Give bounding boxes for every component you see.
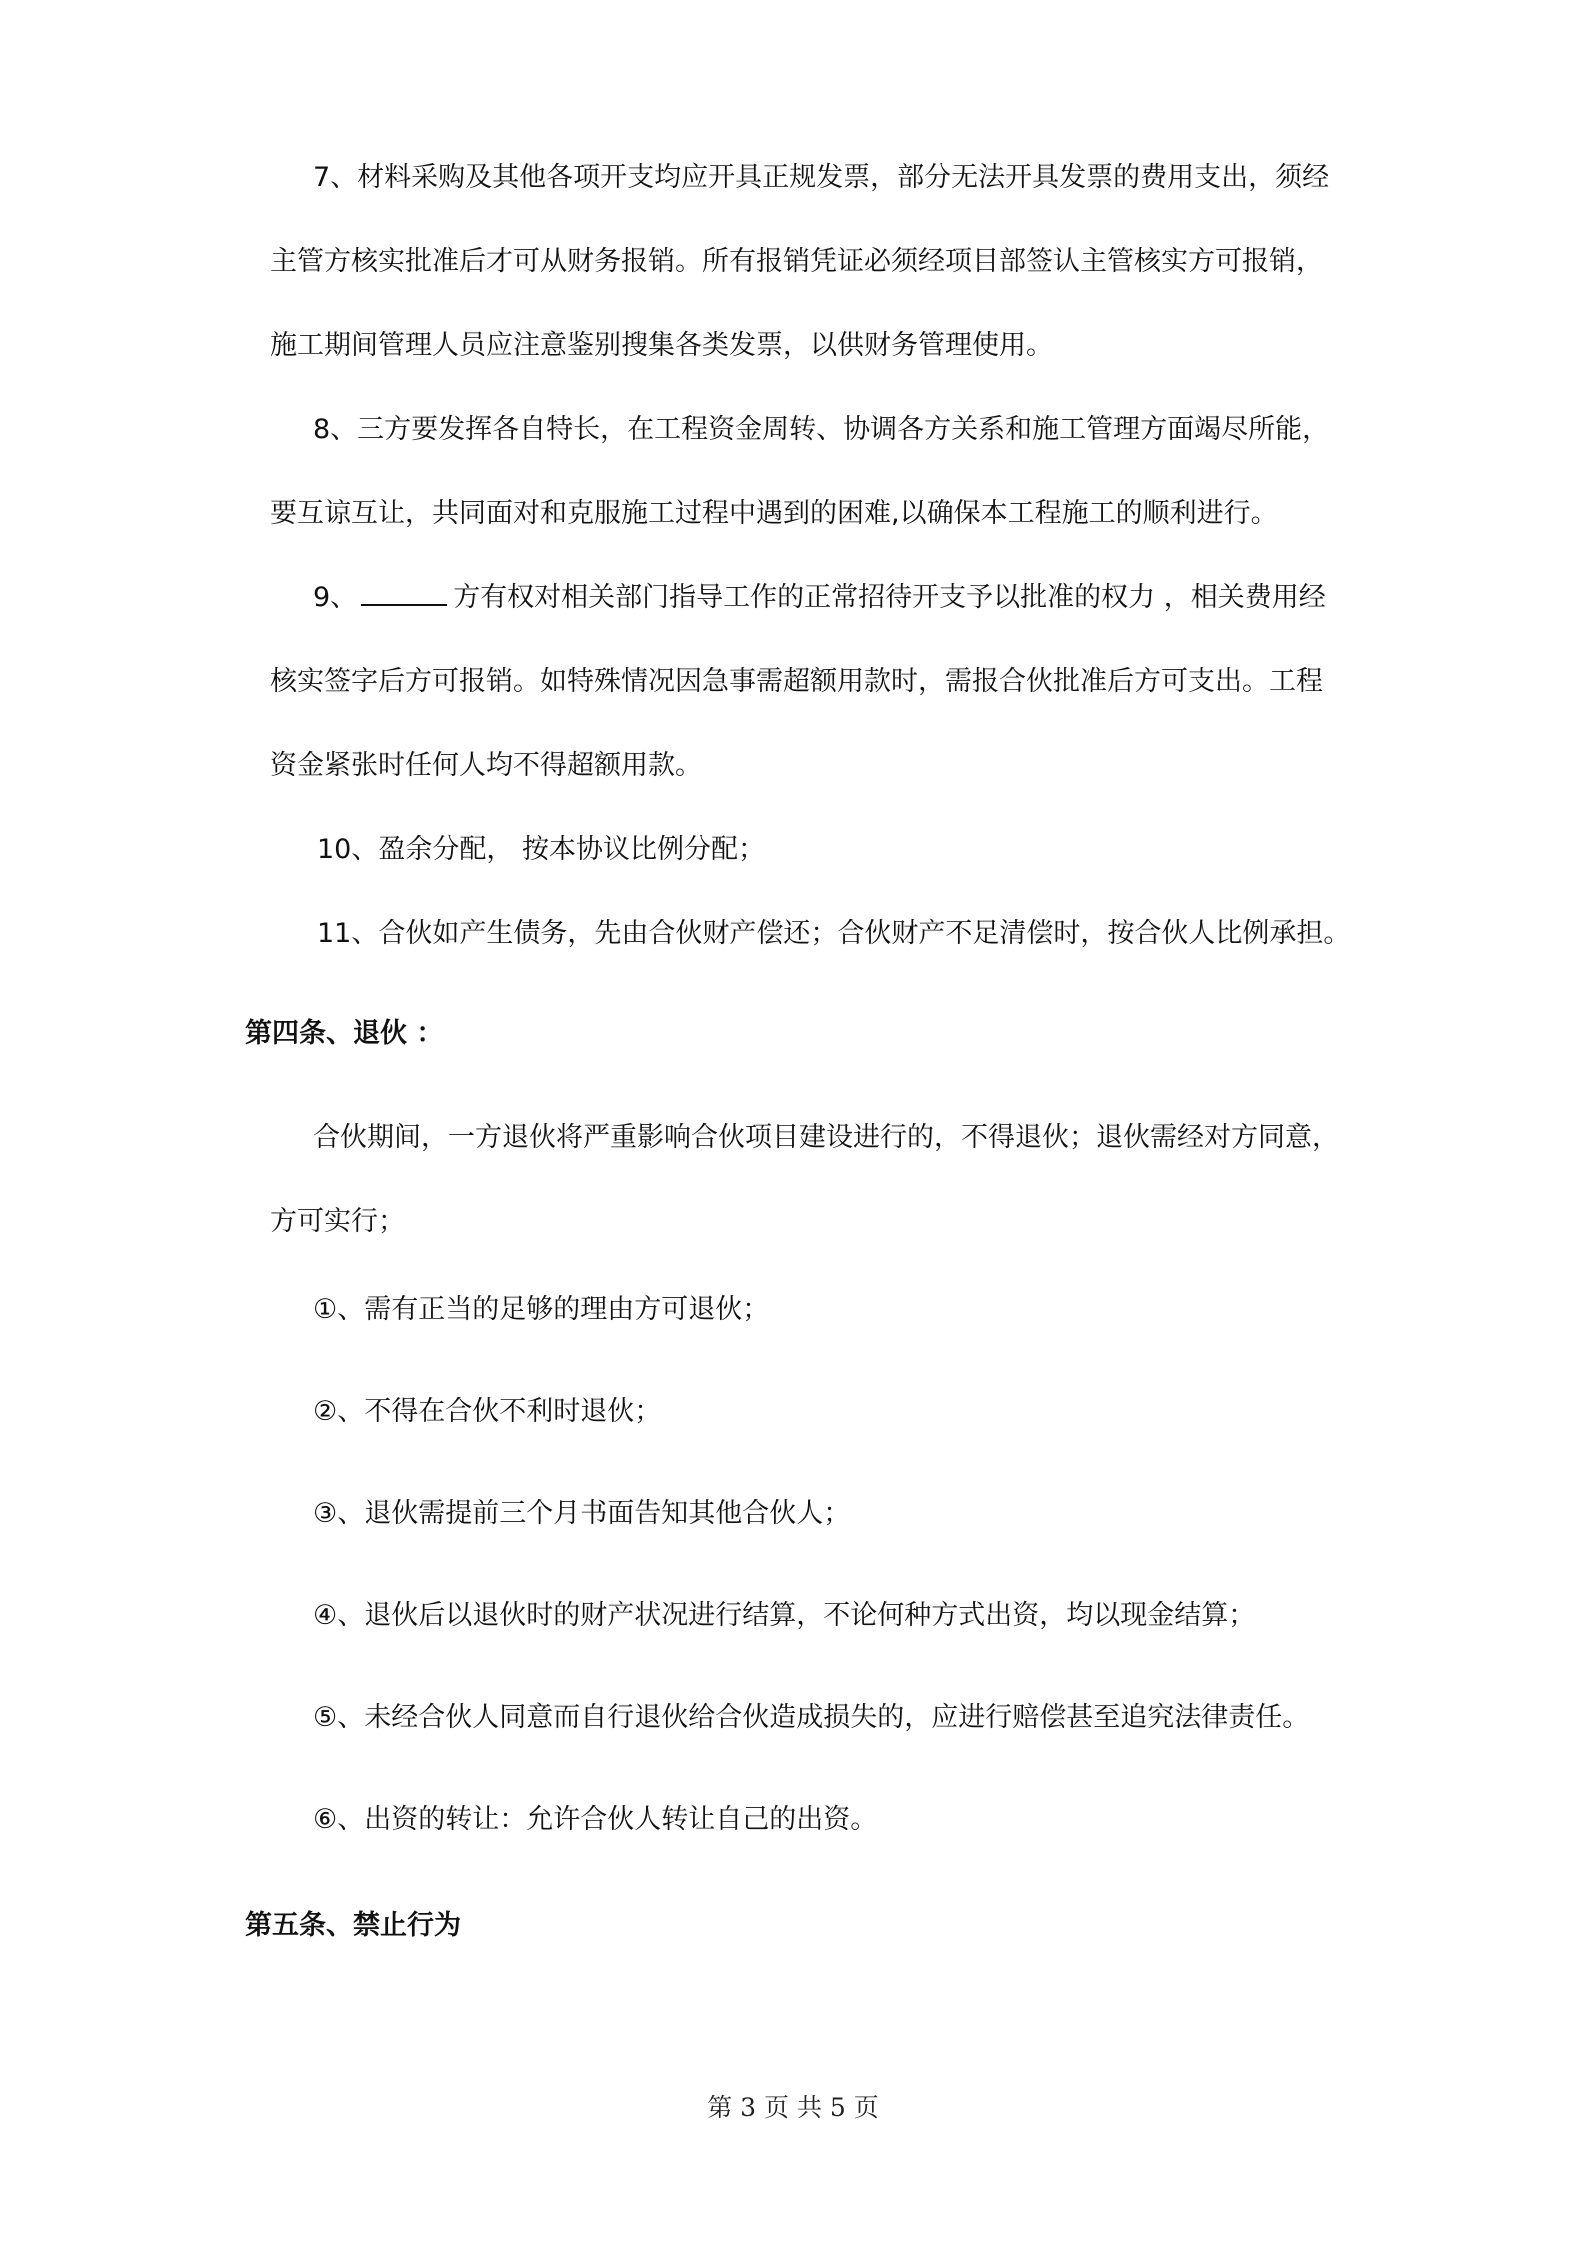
item-7-line-3: 施工期间管理人员应注意鉴别搜集各类发票，以供财务管理使用。	[270, 330, 1053, 361]
withdrawal-condition-5: ⑤、未经合伙人同意而自行退伙给合伙造成损失的，应进行赔偿甚至追究法律责任。	[313, 1702, 1310, 1733]
page-number-footer: 第 3 页 共 5 页	[707, 2093, 879, 2122]
article-4-heading: 第四条、退伙 ：	[245, 1018, 444, 1049]
item-9-line-1	[313, 578, 1326, 618]
item-7-line-1: 7、材料采购及其他各项开支均应开具正规发票，部分无法开具发票的费用支出，须经	[313, 162, 1330, 193]
item-11: 11、合伙如产生债务，先由合伙财产偿还；合伙财产不足清偿时，按合伙人比例承担。	[317, 918, 1351, 949]
article-4-paragraph-line-2: 方可实行；	[270, 1206, 405, 1237]
item-9-line-1-text: 方有权对相关部门指导工作的正常招待开支予以批准的权力 ，相关费用经	[453, 582, 1326, 613]
item-9-line-2: 核实签字后方可报销。如特殊情况因急事需超额用款时，需报合伙批准后方可支出。工程	[270, 666, 1323, 697]
withdrawal-condition-3: ③、退伙需提前三个月书面告知其他合伙人；	[313, 1498, 851, 1529]
withdrawal-condition-4: ④、退伙后以退伙时的财产状况进行结算，不论何种方式出资，均以现金结算；	[313, 1600, 1256, 1631]
article-5-heading: 第五条、禁止行为	[245, 1910, 461, 1941]
withdrawal-condition-2: ②、不得在合伙不利时退伙；	[313, 1396, 662, 1427]
item-8-line-1: 8、三方要发挥各自特长，在工程资金周转、协调各方关系和施工管理方面竭尽所能，	[313, 414, 1330, 445]
item-9-line-3: 资金紧张时任何人均不得超额用款。	[270, 750, 702, 781]
item-7-line-2: 主管方核实批准后才可从财务报销。所有报销凭证必须经项目部签认主管核实方可报销，	[270, 246, 1323, 277]
article-4-paragraph-line-1: 合伙期间，一方退伙将严重影响合伙项目建设进行的，不得退伙；退伙需经对方同意，	[313, 1122, 1339, 1153]
withdrawal-condition-1: ①、需有正当的足够的理由方可退伙；	[313, 1294, 770, 1325]
item-10: 10、盈余分配， 按本协议比例分配；	[317, 834, 765, 865]
fill-in-blank	[361, 580, 447, 606]
withdrawal-condition-6: ⑥、出资的转让：允许合伙人转让自己的出资。	[313, 1804, 878, 1835]
item-9-prefix: 9、	[313, 582, 358, 613]
item-8-line-2: 要互谅互让，共同面对和克服施工过程中遇到的困难,以确保本工程施工的顺利进行。	[270, 498, 1278, 529]
